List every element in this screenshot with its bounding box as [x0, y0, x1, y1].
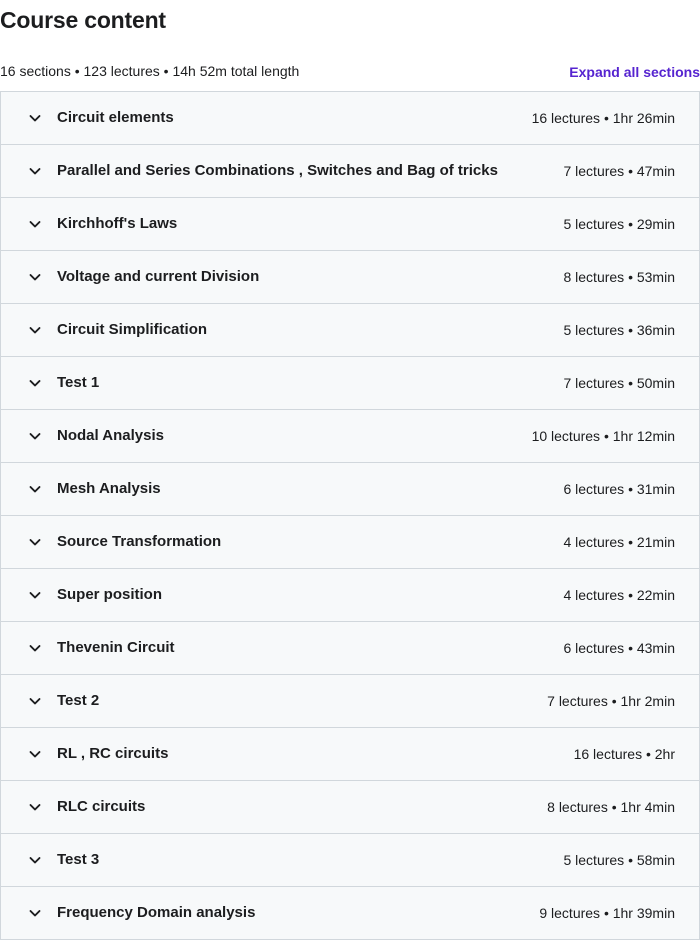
section-meta: 16 lectures • 1hr 26min [531, 110, 675, 126]
chevron-down-icon[interactable] [28, 747, 42, 761]
section-item-13[interactable] [1, 728, 699, 781]
section-title: RLC circuits [57, 798, 146, 815]
section-meta: 6 lectures • 43min [563, 640, 675, 656]
section-meta: 5 lectures • 29min [563, 216, 675, 232]
section-meta: 8 lectures • 53min [563, 269, 675, 285]
chevron-down-icon[interactable] [28, 694, 42, 708]
section-meta: 7 lectures • 1hr 2min [547, 693, 675, 709]
page-title: Course content [0, 7, 166, 33]
section-item-14[interactable] [1, 781, 699, 834]
section-item-10[interactable] [1, 569, 699, 622]
chevron-down-icon[interactable] [28, 376, 42, 390]
section-item-9[interactable] [1, 516, 699, 569]
section-title: Circuit elements [57, 109, 174, 126]
section-meta: 10 lectures • 1hr 12min [531, 428, 675, 444]
section-item-12[interactable] [1, 675, 699, 728]
chevron-down-icon[interactable] [28, 111, 42, 125]
chevron-down-icon[interactable] [28, 270, 42, 284]
expand-all-sections-button[interactable]: Expand all sections [569, 64, 700, 80]
section-title: Voltage and current Division [57, 268, 260, 285]
section-title: Frequency Domain analysis [57, 904, 256, 921]
chevron-down-icon[interactable] [28, 588, 42, 602]
section-title: Mesh Analysis [57, 480, 161, 497]
section-item-11[interactable] [1, 622, 699, 675]
section-title: Test 3 [57, 851, 100, 868]
section-title: Thevenin Circuit [57, 639, 175, 656]
section-item-3[interactable] [1, 198, 699, 251]
section-item-5[interactable] [1, 304, 699, 357]
section-meta: 5 lectures • 58min [563, 852, 675, 868]
section-title: Test 2 [57, 692, 100, 709]
section-meta: 4 lectures • 22min [563, 587, 675, 603]
section-title: Circuit Simplification [57, 321, 208, 338]
section-title: Nodal Analysis [57, 427, 164, 444]
chevron-down-icon[interactable] [28, 323, 42, 337]
section-item-4[interactable] [1, 251, 699, 304]
section-meta: 5 lectures • 36min [563, 322, 675, 338]
chevron-down-icon[interactable] [28, 535, 42, 549]
chevron-down-icon[interactable] [28, 800, 42, 814]
section-list [0, 91, 700, 940]
section-item-1[interactable] [1, 92, 699, 145]
chevron-down-icon[interactable] [28, 482, 42, 496]
section-title: Super position [57, 586, 162, 603]
section-meta: 7 lectures • 47min [563, 163, 675, 179]
section-title: Kirchhoff's Laws [57, 215, 178, 232]
section-meta: 7 lectures • 50min [563, 375, 675, 391]
chevron-down-icon[interactable] [28, 906, 42, 920]
section-meta: 16 lectures • 2hr [573, 746, 675, 762]
section-item-7[interactable] [1, 410, 699, 463]
section-title: RL , RC circuits [57, 745, 169, 762]
chevron-down-icon[interactable] [28, 164, 42, 178]
section-title: Test 1 [57, 374, 100, 391]
section-item-8[interactable] [1, 463, 699, 516]
section-meta: 4 lectures • 21min [563, 534, 675, 550]
section-item-6[interactable] [1, 357, 699, 410]
chevron-down-icon[interactable] [28, 641, 42, 655]
section-meta: 9 lectures • 1hr 39min [539, 905, 675, 921]
chevron-down-icon[interactable] [28, 429, 42, 443]
section-item-16[interactable] [1, 887, 699, 940]
section-item-15[interactable] [1, 834, 699, 887]
course-summary: 16 sections • 123 lectures • 14h 52m total length [0, 63, 300, 79]
section-meta: 8 lectures • 1hr 4min [547, 799, 675, 815]
section-meta: 6 lectures • 31min [563, 481, 675, 497]
chevron-down-icon[interactable] [28, 853, 42, 867]
course-summary-bar [0, 60, 700, 82]
chevron-down-icon[interactable] [28, 217, 42, 231]
section-title: Source Transformation [57, 533, 222, 550]
section-title: Parallel and Series Combinations , Switches and Bag of tricks [57, 162, 498, 179]
section-item-2[interactable] [1, 145, 699, 198]
